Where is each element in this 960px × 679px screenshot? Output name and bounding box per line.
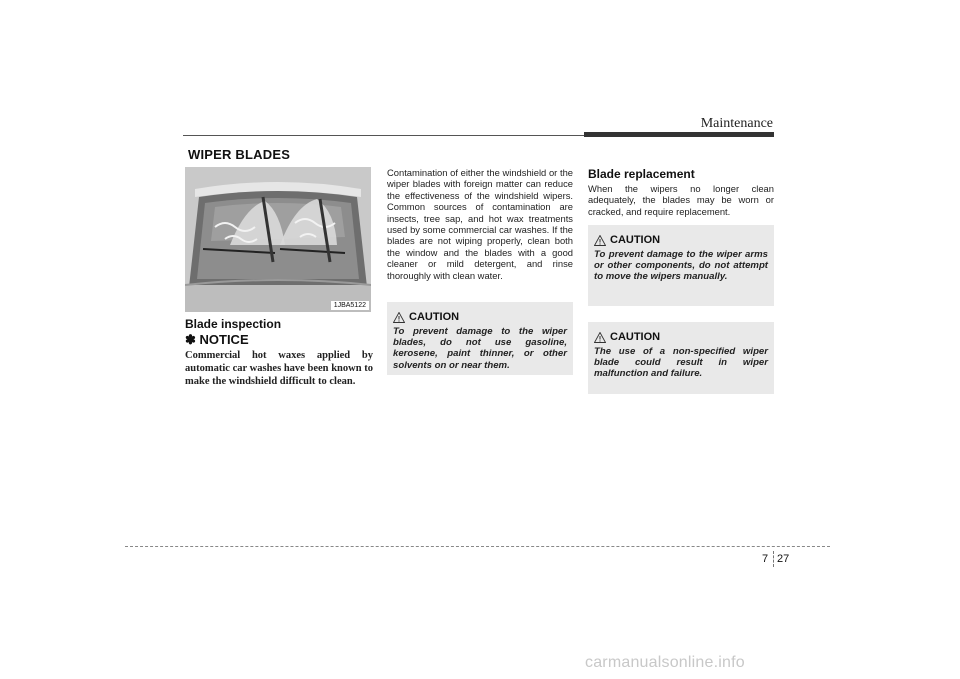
page-number: 27 xyxy=(777,553,790,565)
windshield-photo xyxy=(185,167,371,312)
caution-box-manual-move xyxy=(588,225,774,306)
blade-inspection-subhead: Blade inspection xyxy=(185,317,282,331)
caution-box-solvents xyxy=(387,302,573,375)
caution-text: The use of a non-specified wiper blade could result in wiper malfunction and failure. xyxy=(594,346,768,380)
footer-rule xyxy=(125,546,830,547)
header-rule-accent xyxy=(584,132,774,137)
header-rule xyxy=(183,135,593,136)
page-number-separator xyxy=(773,551,774,567)
caution-text: To prevent damage to the wiper blades, do not use gasoline, kerosene, paint thinner, or other solvents on or near them. xyxy=(393,326,567,371)
running-header: Maintenance xyxy=(700,116,773,131)
blade-replacement-subhead: Blade replacement xyxy=(588,167,695,181)
notice-text: Commercial hot waxes applied by automatic car washes have been known to make the windshield difficult to clean. xyxy=(185,350,373,387)
warning-triangle-icon xyxy=(594,235,606,246)
replacement-paragraph: When the wipers no longer clean adequately, the blades may be worn or cracked, and require replacement. xyxy=(588,183,774,217)
contamination-paragraph: Contamination of either the windshield or the wiper blades with foreign matter can reduce the effectiveness of the windshield wipers. Common sources of contamination are insects, tree sap, and hot wax treatments used by some commercial car washes. If the blades are not wiping properly, clean both the window and the blades with a good cleaner or mild detergent, and rinse thoroughly with clean water. xyxy=(387,167,573,281)
chapter-number: 7 xyxy=(762,553,769,565)
notice-title: ✽ NOTICE xyxy=(185,332,249,347)
caution-label: CAUTION xyxy=(409,311,460,323)
warning-triangle-icon xyxy=(594,332,606,343)
caution-label: CAUTION xyxy=(610,331,661,343)
windshield-illustration xyxy=(185,167,371,312)
page-heading: WIPER BLADES xyxy=(188,147,291,162)
caution-label: CAUTION xyxy=(610,234,661,246)
caution-box-non-specified-blade xyxy=(588,322,774,394)
caution-text: To prevent damage to the wiper arms or other components, do not attempt to move the wipers manually. xyxy=(594,249,768,283)
watermark: carmanualsonline.info xyxy=(585,654,745,671)
figure-code: 1JBA5122 xyxy=(331,301,369,310)
warning-triangle-icon xyxy=(393,312,405,323)
